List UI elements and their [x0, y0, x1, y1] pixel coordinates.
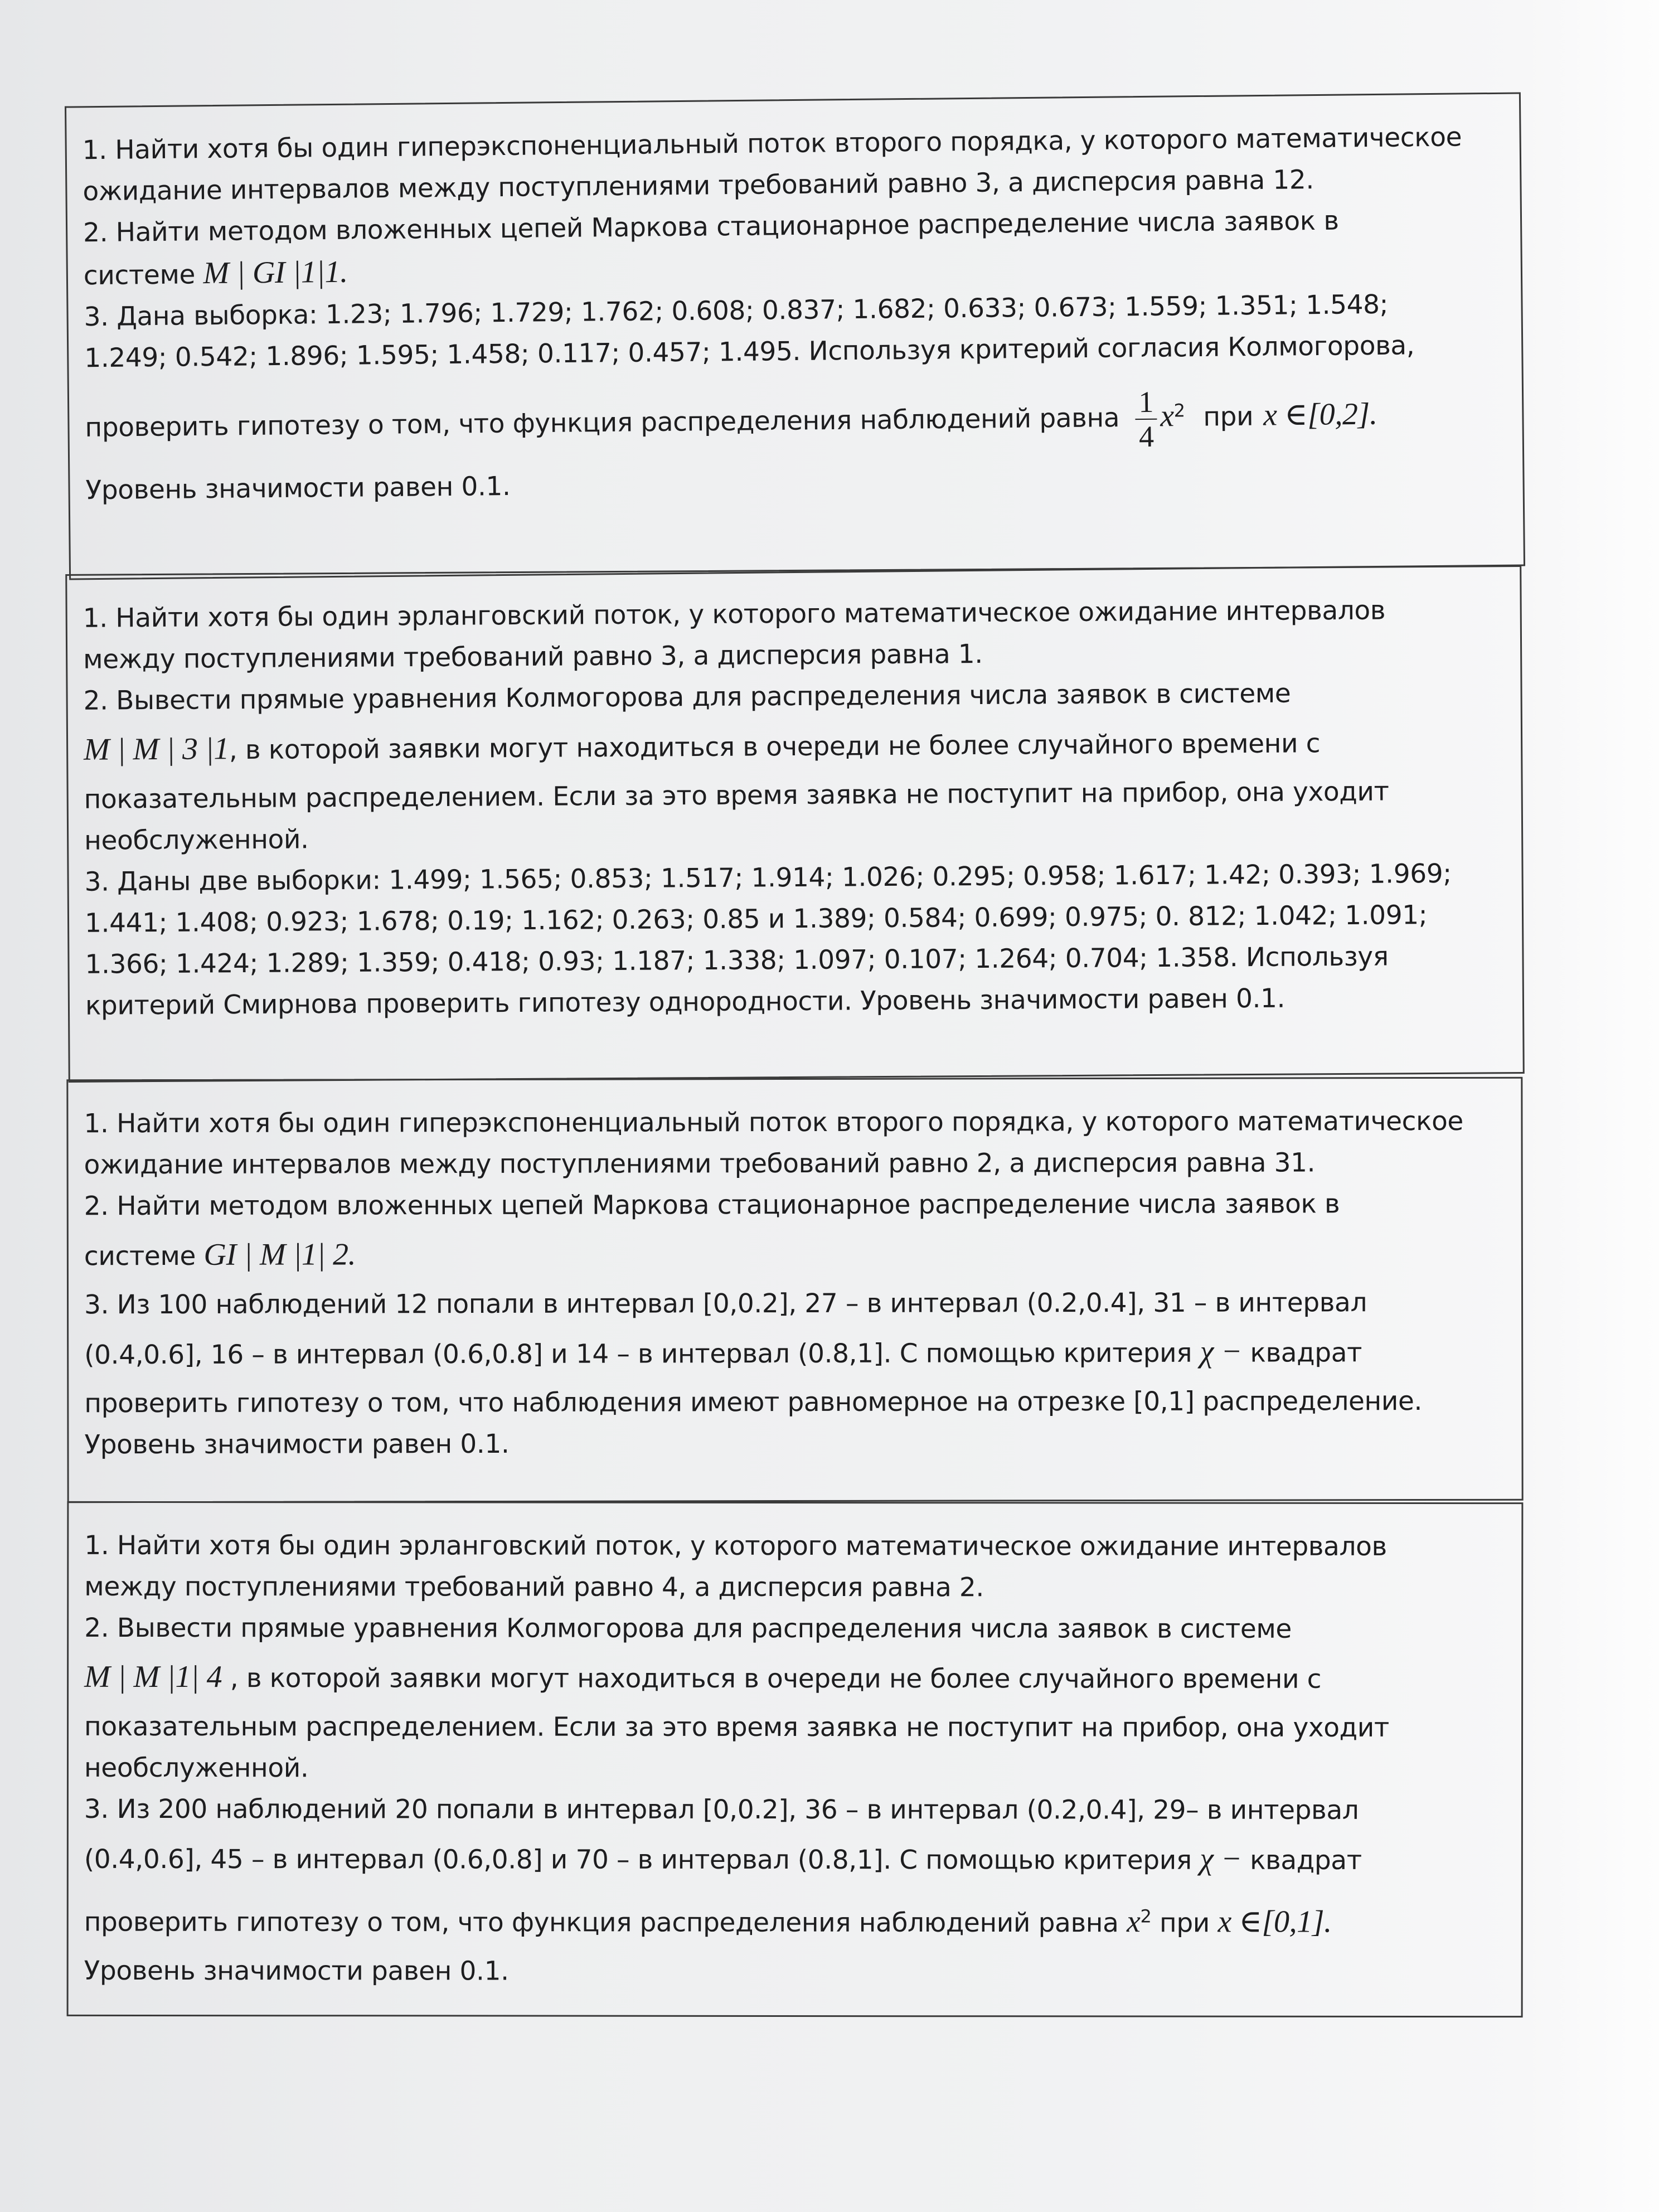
card3-line-5: 3. Из 100 наблюдений 12 попали в интервал [0,0.2], 27 – в интервал (0.2,0.4], 31 – в интервал	[84, 1287, 1367, 1321]
card2-line-5: показательным распределением. Если за это время заявка не поступит на прибор, она уходит	[84, 776, 1389, 815]
card1-domain: x ∈[0,2].	[1263, 396, 1377, 433]
card3-line-4	[84, 1225, 1506, 1284]
card2-system-desc: , в которой заявки могут находиться в очереди не более случайного времени с	[229, 728, 1321, 766]
card4-intervals-text: (0.4,0.6], 45 – в интервал (0.6,0.8] и 70 – в интервал (0.8,1]. С помощью критерия	[84, 1844, 1200, 1876]
task-card-2	[65, 565, 1525, 1083]
card1-line-3: 2. Найти методом вложенных цепей Маркова стационарное распределение числа заявок в	[83, 205, 1339, 249]
card1-line-1: 1. Найти хотя бы один гиперэкспоненциальный поток второго порядка, у которого математическое	[82, 122, 1462, 166]
card1-line-6: 1.249; 0.542; 1.896; 1.595; 1.458; 0.117; 0.457; 1.495. Используя критерий согласия Колмогорова,	[84, 330, 1415, 374]
card1-pri: при	[1203, 401, 1254, 433]
card2-line-9: 1.366; 1.424; 1.289; 1.359; 0.418; 0.93; 1.187; 1.338; 1.097; 0.107; 1.264; 0.704; 1.358. Используя	[85, 941, 1389, 980]
card4-line-3: 2. Вывести прямые уравнения Колмогорова для распределения числа заявок в системе	[84, 1612, 1292, 1645]
card3-system-formula: GI | M |1| 2.	[203, 1237, 356, 1272]
card4-system-formula: M | M |1| 4	[84, 1659, 222, 1695]
card4-line-7: 3. Из 200 наблюдений 20 попали в интервал [0,0.2], 36 – в интервал (0.2,0.4], 29– в интервал	[84, 1793, 1359, 1826]
card1-exponent: 2	[1173, 400, 1185, 421]
card4-line-4	[84, 1649, 1506, 1707]
card2-line-6: необслуженной.	[84, 824, 309, 856]
card3-kvadrat: квадрат	[1241, 1337, 1362, 1369]
card4-line-5: показательным распределением. Если за это время заявка не поступит на прибор, она уходит	[84, 1711, 1389, 1743]
card1-line-8: Уровень значимости равен 0.1.	[85, 470, 511, 506]
card3-line-3: 2. Найти методом вложенных цепей Маркова стационарное распределение числа заявок в	[84, 1189, 1340, 1222]
card2-line-10: критерий Смирнова проверить гипотезу однородности. Уровень значимости равен 0.1.	[85, 983, 1286, 1021]
card4-chi-symbol: χ −	[1200, 1841, 1242, 1876]
card3-line-8: Уровень значимости равен 0.1.	[84, 1428, 510, 1461]
card4-line-10: Уровень значимости равен 0.1.	[84, 1955, 509, 1987]
card4-line-2: между поступлениями требований равно 4, а дисперсия равна 2.	[84, 1571, 984, 1603]
card3-line-1: 1. Найти хотя бы один гиперэкспоненциальный поток второго порядка, у которого математическое	[84, 1105, 1463, 1139]
card2-line-8: 1.441; 1.408; 0.923; 1.678; 0.19; 1.162; 0.263; 0.85 и 1.389; 0.584; 0.699; 0.975; 0. 812; 1.042; 1.091;	[84, 900, 1428, 939]
task-card-3	[66, 1077, 1523, 1503]
card4-x: x	[1127, 1904, 1141, 1939]
card3-line-6	[84, 1323, 1506, 1383]
card4-hypothesis-text: проверить гипотезу о том, что функция распределения наблюдений равна	[84, 1907, 1127, 1939]
card1-line-5: 3. Дана выборка: 1.23; 1.796; 1.729; 1.762; 0.608; 0.837; 1.682; 0.633; 0.673; 1.559; 1.351; 1.548;	[84, 289, 1389, 333]
card3-line-2: ожидание интервалов между поступлениями требований равно 2, а дисперсия равна 31.	[84, 1147, 1316, 1181]
card1-system-label: системе	[83, 259, 203, 292]
card2-line-7: 3. Даны две выборки: 1.499; 1.565; 0.853; 1.517; 1.914; 1.026; 0.295; 0.958; 1.617; 1.42; 0.393; 1.969;	[84, 858, 1452, 898]
card2-system-formula: M | M | 3 |1	[83, 731, 230, 767]
card1-x: x	[1160, 399, 1175, 434]
card1-hypothesis-text: проверить гипотезу о том, что функция распределения наблюдений равна	[85, 402, 1120, 443]
card2-line-3: 2. Вывести прямые уравнения Колмогорова для распределения числа заявок в системе	[83, 678, 1291, 716]
card1-system-formula: M | GI |1|1.	[203, 254, 348, 291]
card4-kvadrat: квадрат	[1241, 1845, 1362, 1876]
card3-chi-symbol: χ −	[1200, 1334, 1242, 1369]
card1-line-2: ожидание интервалов между поступлениями требований равно 3, а дисперсия равна 12.	[83, 164, 1314, 207]
card4-system-desc: , в которой заявки могут находиться в очереди не более случайного времени с	[222, 1663, 1322, 1695]
card1-line-7	[85, 366, 1507, 470]
task-card-1	[65, 92, 1525, 580]
card3-intervals-text: (0.4,0.6], 16 – в интервал (0.6,0.8] и 14 – в интервал (0.8,1]. С помощью критерия	[84, 1337, 1200, 1371]
card1-fraction-denominator: 4	[1138, 419, 1154, 454]
card4-line-8	[84, 1830, 1506, 1889]
card3-line-7: проверить гипотезу о том, что наблюдения имеют равномерное на отрезке [0,1] распределение.	[84, 1386, 1423, 1419]
task-card-4	[67, 1501, 1524, 2017]
card4-line-1: 1. Найти хотя бы один эрланговский поток, у которого математическое ожидание интервалов	[84, 1530, 1387, 1562]
card2-line-1: 1. Найти хотя бы один эрланговский поток, у которого математическое ожидание интервалов	[83, 595, 1386, 634]
card4-line-9	[84, 1888, 1506, 1952]
card3-system-label: системе	[84, 1240, 204, 1272]
card2-line-2: между поступлениями требований равно 3, а дисперсия равна 1.	[83, 638, 983, 675]
card4-line-6: необслуженной.	[84, 1752, 309, 1784]
card4-pri: при	[1151, 1908, 1218, 1939]
card2-line-4	[84, 713, 1506, 779]
card1-fraction-numerator: 1	[1135, 385, 1157, 420]
card1-fraction	[1135, 385, 1157, 453]
card4-exponent: 2	[1140, 1905, 1152, 1927]
card4-domain: x ∈[0,1].	[1217, 1904, 1332, 1939]
